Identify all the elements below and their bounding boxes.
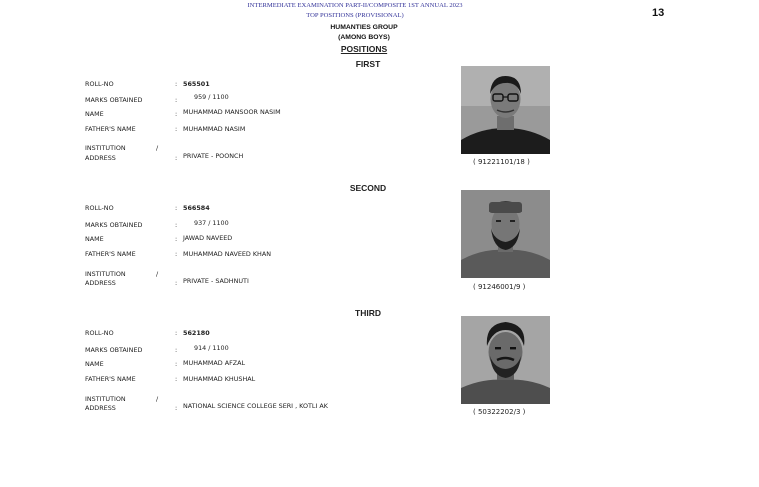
- group-subtitle: (AMONG BOYS): [338, 34, 390, 41]
- institution-label: INSTITUTION: [85, 270, 126, 278]
- institution-label: INSTITUTION: [85, 144, 126, 152]
- rank-heading: FIRST: [355, 59, 381, 69]
- father-label: FATHER'S NAME: [85, 250, 136, 258]
- roll-value: 565501: [183, 80, 210, 88]
- rank-heading: THIRD: [355, 308, 381, 318]
- slash: /: [156, 270, 159, 278]
- institution-value: PRIVATE - POONCH: [183, 152, 244, 160]
- ref-code: ( 91246001/9 ): [473, 283, 526, 291]
- colon: :: [175, 125, 178, 133]
- colon: :: [175, 346, 178, 354]
- student-photo: [461, 316, 550, 404]
- slash: /: [156, 395, 159, 403]
- address-label: ADDRESS: [85, 154, 116, 162]
- page-number: 13: [652, 7, 665, 19]
- colon: :: [175, 279, 178, 287]
- marks-label: MARKS OBTAINED: [85, 96, 143, 104]
- name-label: NAME: [85, 110, 104, 118]
- colon: :: [175, 404, 178, 412]
- colon: :: [175, 154, 178, 162]
- colon: :: [175, 110, 178, 118]
- roll-value: 566584: [183, 204, 210, 212]
- exam-subtitle: TOP POSITIONS (PROVISIONAL): [306, 12, 404, 19]
- colon: :: [175, 80, 178, 88]
- group-title: HUMANTIES GROUP: [330, 24, 398, 31]
- father-value: MUHAMMAD NAVEED KHAN: [183, 250, 272, 258]
- name-value: MUHAMMAD AFZAL: [183, 359, 246, 367]
- address-label: ADDRESS: [85, 404, 116, 412]
- rank-heading: SECOND: [349, 183, 387, 193]
- name-label: NAME: [85, 235, 104, 243]
- address-label: ADDRESS: [85, 279, 116, 287]
- colon: :: [175, 375, 178, 383]
- institution-label: INSTITUTION: [85, 395, 126, 403]
- exam-title: INTERMEDIATE EXAMINATION PART-II/COMPOSITE 1ST ANNUAL 2023: [247, 2, 463, 9]
- ref-code: ( 50322202/3 ): [473, 408, 526, 416]
- father-value: MUHAMMAD NASIM: [183, 125, 246, 133]
- marks-label: MARKS OBTAINED: [85, 346, 143, 354]
- ref-code: ( 91221101/18 ): [473, 158, 530, 166]
- marks-value: 914 / 1100: [194, 344, 229, 352]
- colon: :: [175, 204, 178, 212]
- colon: :: [175, 221, 178, 229]
- father-label: FATHER'S NAME: [85, 125, 136, 133]
- roll-label: ROLL-NO: [85, 329, 114, 337]
- institution-value: NATIONAL SCIENCE COLLEGE SERI , KOTLI AK: [183, 402, 328, 410]
- name-label: NAME: [85, 360, 104, 368]
- father-value: MUHAMMAD KHUSHAL: [183, 375, 256, 383]
- student-photo: [461, 190, 550, 278]
- colon: :: [175, 329, 178, 337]
- roll-value: 562180: [183, 329, 210, 337]
- colon: :: [175, 235, 178, 243]
- name-value: MUHAMMAD MANSOOR NASIM: [183, 108, 281, 116]
- roll-label: ROLL-NO: [85, 204, 114, 212]
- slash: /: [156, 144, 159, 152]
- institution-value: PRIVATE - SADHNUTI: [183, 277, 249, 285]
- roll-label: ROLL-NO: [85, 80, 114, 88]
- name-value: JAWAD NAVEED: [183, 234, 233, 242]
- colon: :: [175, 360, 178, 368]
- marks-label: MARKS OBTAINED: [85, 221, 143, 229]
- student-photo: [461, 66, 550, 154]
- marks-value: 937 / 1100: [194, 219, 229, 227]
- positions-heading: POSITIONS: [340, 44, 388, 54]
- father-label: FATHER'S NAME: [85, 375, 136, 383]
- colon: :: [175, 250, 178, 258]
- colon: :: [175, 96, 178, 104]
- marks-value: 959 / 1100: [194, 93, 229, 101]
